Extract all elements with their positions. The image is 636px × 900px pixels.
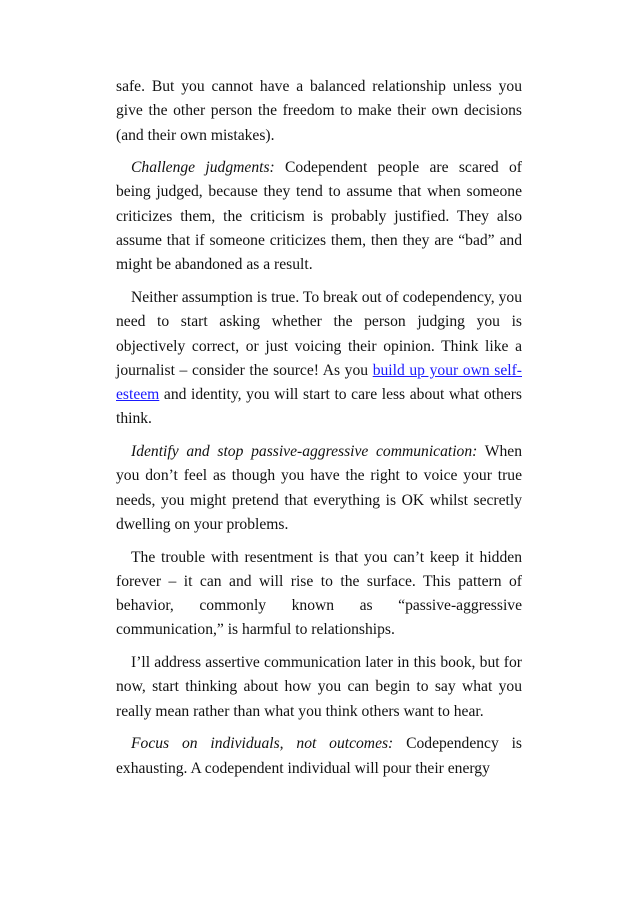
paragraph-assertive-communication bbox=[116, 651, 522, 724]
paragraph-lead-challenge-judgments: Challenge judgments: bbox=[131, 159, 275, 177]
paragraph-lead-passive-aggressive: Identify and stop passive-aggressive communication: bbox=[131, 443, 478, 461]
paragraph-text: Codependent people are scared of being judged, because they tend to assume that when someone criticizes them, the criticism is probably justified. They also assume that if someone criticizes them, then they are “bad” and might be abandoned as a result. bbox=[116, 159, 522, 274]
paragraph-resentment bbox=[116, 546, 522, 643]
paragraph-text-after-link: and identity, you will start to care less about what others think. bbox=[116, 386, 522, 428]
paragraph-text: The trouble with resentment is that you can’t keep it hidden forever – it can and will rise to the surface. This pattern of behavior, commonly known as “passive-aggressive communication,” is harmful to relationships. bbox=[116, 548, 522, 639]
document-page bbox=[116, 75, 522, 789]
paragraph-passive-aggressive bbox=[116, 440, 522, 537]
paragraph-challenge-judgments bbox=[116, 156, 522, 277]
paragraph-focus-on-individuals bbox=[116, 732, 522, 781]
paragraph-safe-relationship bbox=[116, 75, 522, 148]
self-esteem-link[interactable]: build up your own self-esteem bbox=[116, 361, 522, 404]
paragraph-text: Codependency is exhausting. A codependent individual will pour their energy bbox=[116, 735, 522, 777]
paragraph-text-before-link: Neither assumption is true. To break out of codependency, you need to start asking whether the person judging you is objectively correct, or just voicing their opinion. Think like a journalist – consider the source! As you bbox=[116, 288, 522, 379]
paragraph-text: When you don’t feel as though you have the right to voice your true needs, you might pretend that everything is OK whilst secretly dwelling on your problems. bbox=[116, 443, 522, 533]
paragraph-text: I’ll address assertive communication later in this book, but for now, start thinking about how you can begin to say what you really mean rather than what you think others want to hear. bbox=[116, 654, 522, 720]
paragraph-text: safe. But you cannot have a balanced relationship unless you give the other person the freedom to make their own decisions (and their own mistakes). bbox=[116, 78, 522, 144]
paragraph-neither-assumption bbox=[116, 286, 522, 432]
paragraph-lead-focus-on-individuals: Focus on individuals, not outcomes: bbox=[131, 735, 394, 753]
